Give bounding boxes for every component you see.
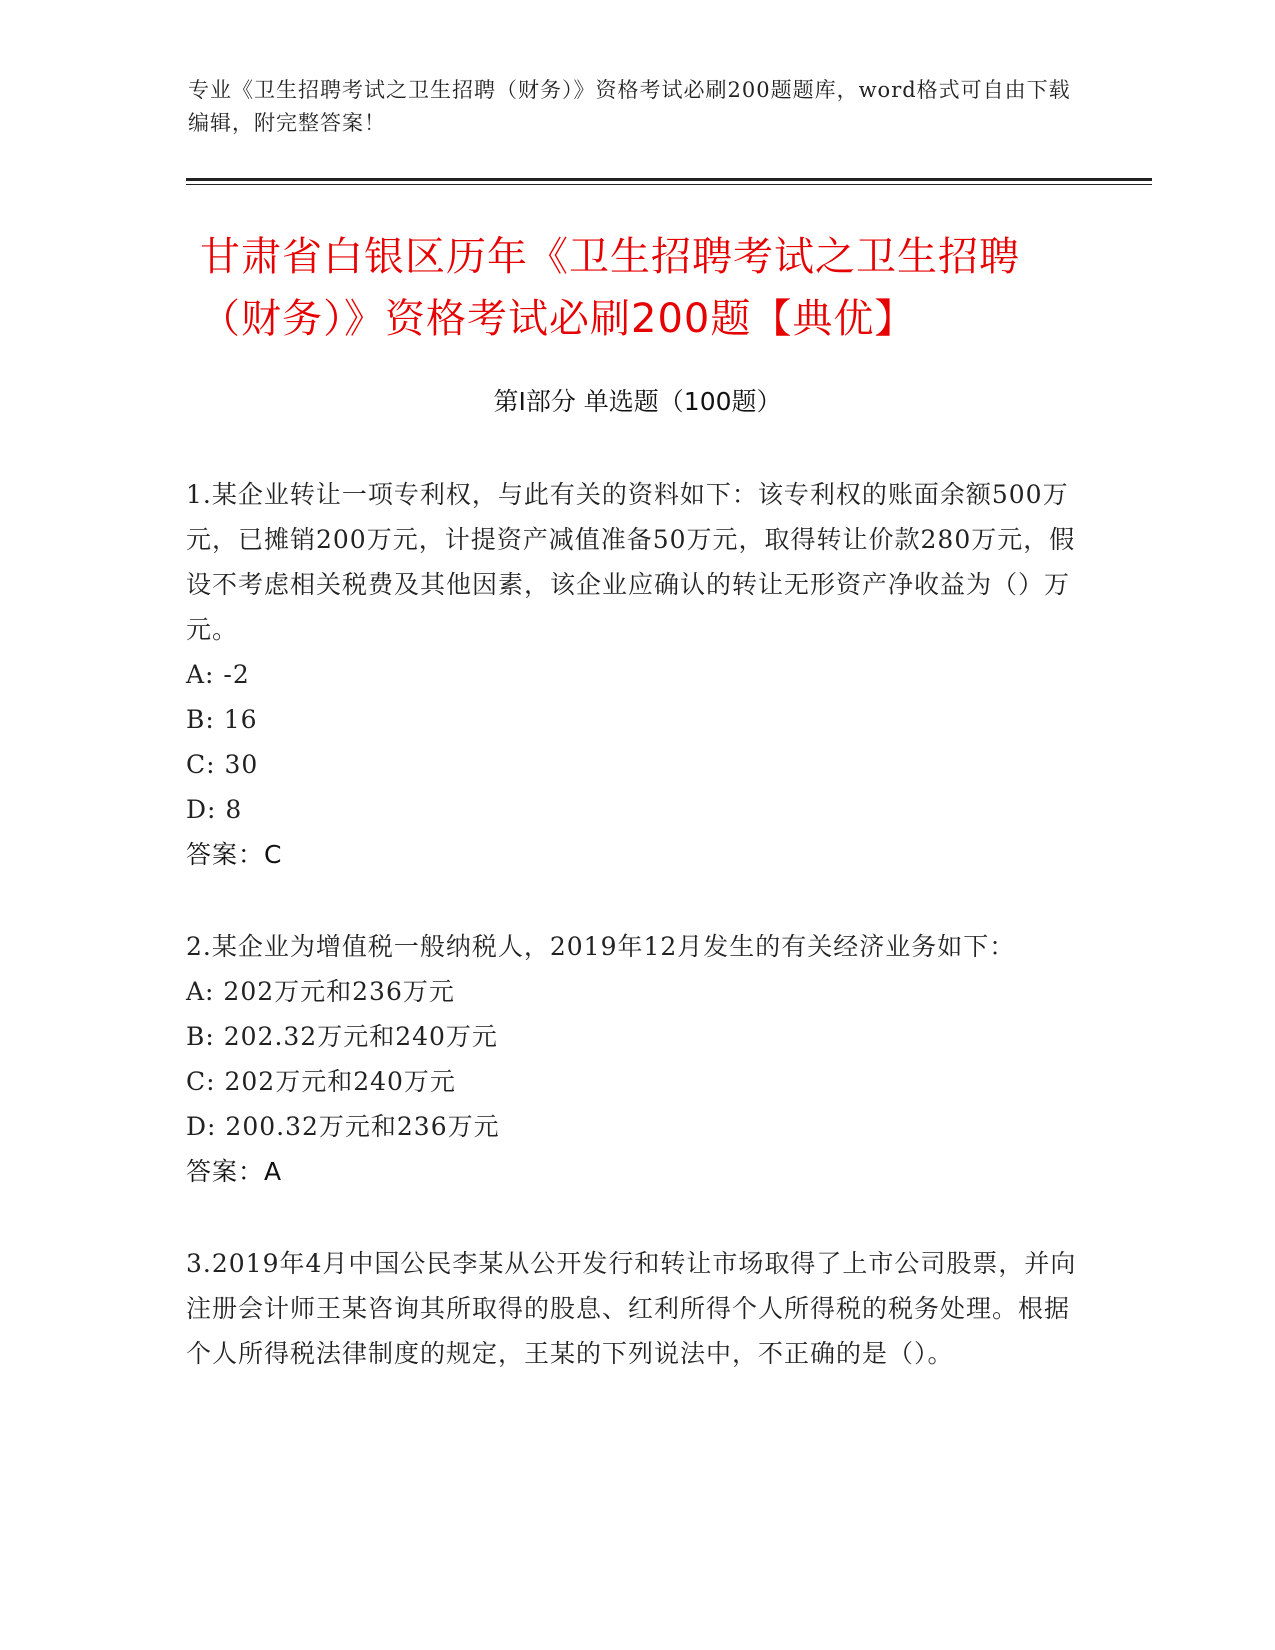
option-a: A: 202万元和236万元 [186, 977, 455, 1006]
header-note: 专业《卫生招聘考试之卫生招聘（财务）》资格考试必刷200题题库，word格式可自由下载编辑，附完整答案！ [188, 78, 1071, 135]
question-list [186, 472, 1086, 1423]
option-a: A: -2 [186, 660, 250, 689]
option-b: B: 202.32万元和240万元 [186, 1022, 498, 1051]
question-3 [186, 1241, 1086, 1376]
document-title: 甘肃省白银区历年《卫生招聘考试之卫生招聘（财务）》资格考试必刷200题【典优】 [200, 234, 1020, 342]
question-stem: 2.某企业为增值税一般纳税人，2019年12月发生的有关经济业务如下： [186, 932, 1016, 961]
option-b: B: 16 [186, 705, 258, 734]
option-d: D: 200.32万元和236万元 [186, 1112, 500, 1141]
option-c: C: 202万元和240万元 [186, 1067, 456, 1096]
answer: 答案：C [186, 840, 283, 869]
question-2 [186, 924, 1086, 1194]
option-c: C: 30 [186, 750, 259, 779]
header-divider-thick [186, 178, 1152, 181]
question-stem: 1.某企业转让一项专利权，与此有关的资料如下：该专利权的账面余额500万元，已摊销200万元，计提资产减值准备50万元，取得转让价款280万元，假设不考虑相关税费及其他因素，该企业应确认的转让无形资产净收益为（）万元。 [186, 480, 1076, 644]
header-divider-thin [186, 184, 1152, 185]
section-title: 第I部分 单选题（100题） [493, 387, 782, 416]
question-stem: 3.2019年4月中国公民李某从公开发行和转让市场取得了上市公司股票，并向注册会计师王某咨询其所取得的股息、红利所得个人所得税的税务处理。根据个人所得税法律制度的规定，王某的下列说法中，不正确的是（）。 [186, 1249, 1077, 1368]
answer: 答案：A [186, 1157, 283, 1186]
option-d: D: 8 [186, 795, 243, 824]
question-1 [186, 472, 1086, 877]
